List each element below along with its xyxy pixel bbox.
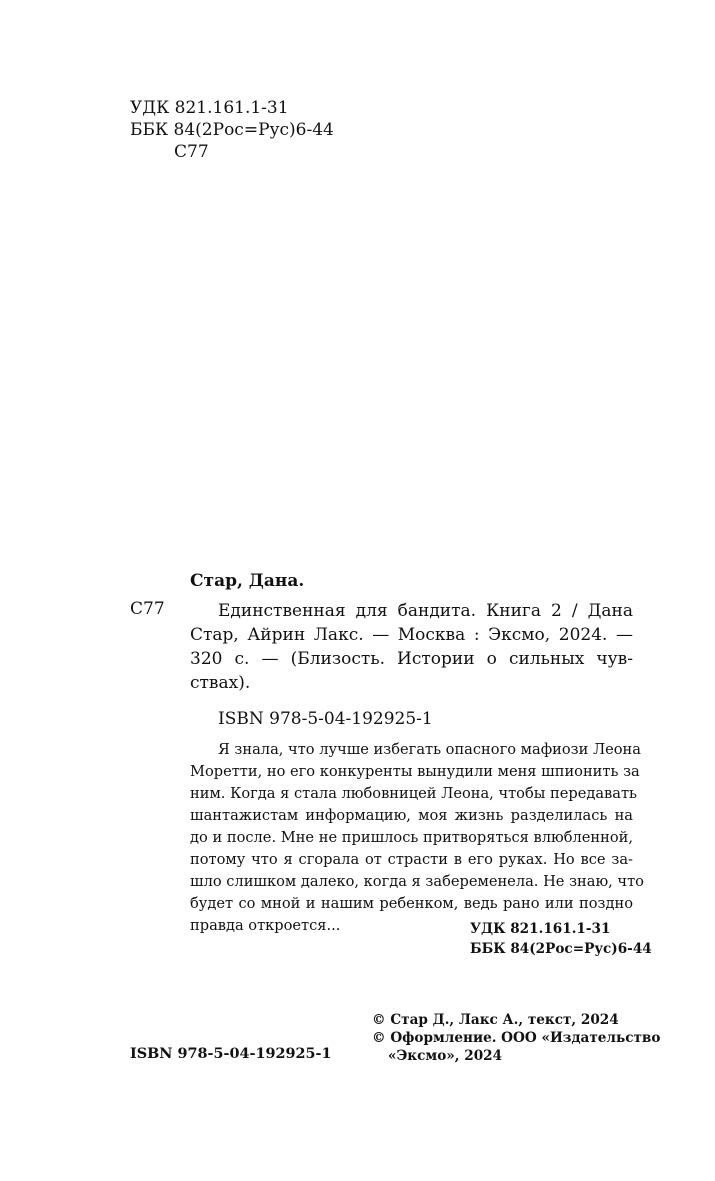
copyright-block bbox=[372, 1011, 660, 1065]
bibliographic-description bbox=[190, 599, 633, 695]
bibliography-cutter: С77 bbox=[130, 599, 165, 619]
classification-block-top bbox=[130, 97, 334, 163]
annotation-line: потому что я сгорала от страсти в его руках. Но все за- bbox=[190, 851, 633, 868]
bbk-code: ББК 84(2Рос=Рус)6-44 bbox=[130, 120, 334, 140]
bbk-code-bottom: ББК 84(2Рос=Рус)6-44 bbox=[470, 941, 652, 957]
annotation-line: Моретти, но его конкуренты вынудили меня шпионить за bbox=[190, 763, 640, 780]
udk-code: УДК 821.161.1-31 bbox=[130, 98, 289, 118]
annotation-line: ним. Когда я стала любовницей Леона, чтобы передавать bbox=[190, 785, 637, 802]
author-heading: Стар, Дана. bbox=[190, 571, 305, 591]
annotation-line: будет со мной и нашим ребенком, ведь рано или поздно bbox=[190, 895, 633, 912]
copyright-line: © Оформление. ООО «Издательство bbox=[372, 1030, 661, 1046]
annotation-line: правда откроется... bbox=[190, 917, 341, 934]
udk-code-bottom: УДК 821.161.1-31 bbox=[470, 921, 611, 937]
annotation bbox=[190, 739, 644, 937]
biblio-line: Единственная для бандита. Книга 2 / Дана bbox=[218, 601, 633, 621]
biblio-line: Стар, Айрин Лакс. — Москва : Эксмо, 2024. — bbox=[190, 625, 633, 645]
classification-block-bottom bbox=[470, 919, 652, 959]
cutter-code: С77 bbox=[174, 142, 209, 162]
copyright-line: «Эксмо», 2024 bbox=[388, 1048, 503, 1064]
annotation-line: шло слишком далеко, когда я забеременела. Не знаю, что bbox=[190, 873, 644, 890]
biblio-line: 320 с. — (Близость. Истории о сильных чув- bbox=[190, 649, 633, 669]
isbn-bottom: ISBN 978-5-04-192925-1 bbox=[130, 1045, 332, 1062]
copyright-line: © Стар Д., Лакс А., текст, 2024 bbox=[372, 1012, 619, 1028]
biblio-line: ствах). bbox=[190, 673, 251, 693]
isbn-main: ISBN 978-5-04-192925-1 bbox=[218, 709, 433, 729]
annotation-line: до и после. Мне не пришлось притворяться влюбленной, bbox=[190, 829, 633, 846]
annotation-line: шантажистам информацию, моя жизнь разделилась на bbox=[190, 807, 633, 824]
annotation-line: Я знала, что лучше избегать опасного мафиози Леона bbox=[218, 741, 641, 758]
